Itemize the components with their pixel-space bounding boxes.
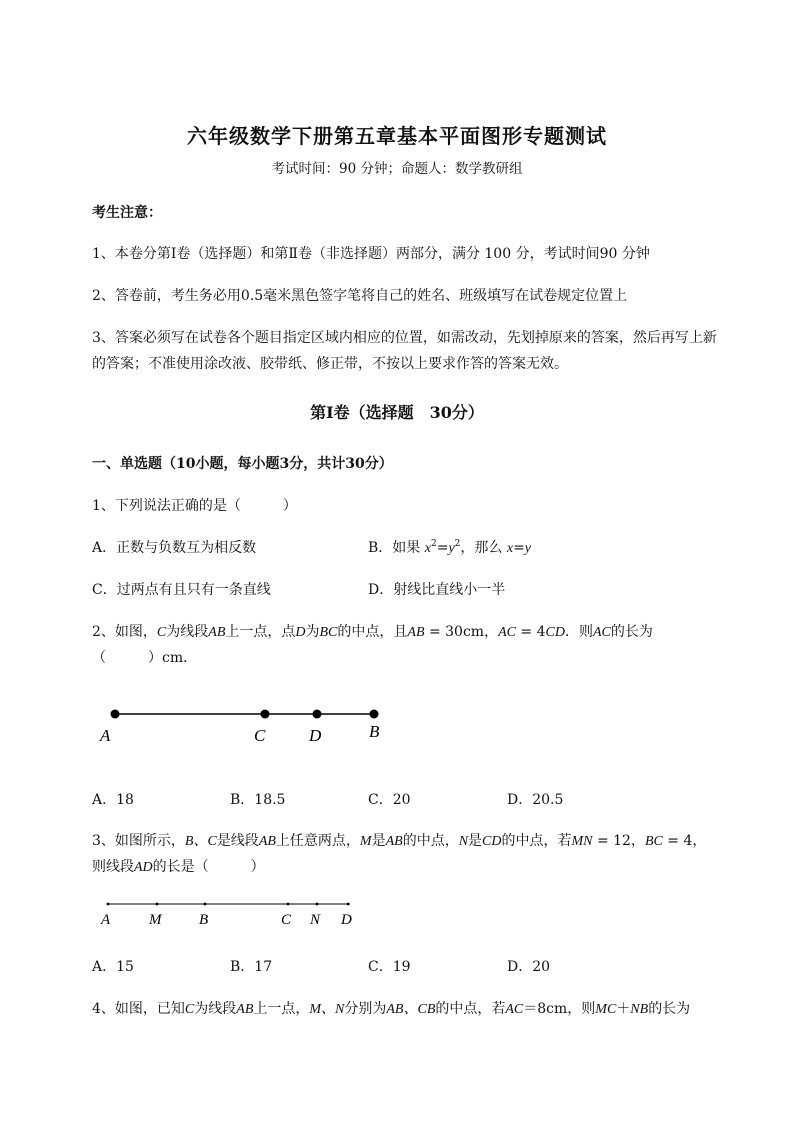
exam-subtitle: 考试时间：90 分钟；命题人：数学教研组 (271, 161, 523, 177)
q3-option-d: D．20 (507, 959, 551, 975)
q3-option-c: C．19 (368, 959, 411, 975)
notes-heading: 考生注意： (92, 205, 162, 221)
page-title: 六年级数学下册第五章基本平面图形专题测试 (187, 124, 607, 148)
q1-option-b: B．如果 $x^2=y^2$，那么 x=y (368, 539, 532, 556)
q2-stem: 2、如图，C为线段AB上一点，点D为BC的中点，且AB = 30cm，AC = 4CD．则AC的长为 (92, 624, 653, 640)
q3-point-a (107, 903, 110, 906)
note-3-line-1: 3、答案必须写在试卷各个题目指定区域内相应的位置，如需改动，先划掉原来的答案，然后再写上新 (92, 330, 717, 346)
q3-option-a: A．15 (92, 959, 134, 975)
q3-label-d: D (341, 912, 352, 928)
q3-point-n (316, 903, 319, 906)
part-heading: 一、单选题（10小题，每小题3分，共计30分） (92, 456, 393, 472)
q3-stem-line-2: 则线段AD的长是（ ） (92, 859, 265, 875)
q2-point-a (111, 710, 120, 719)
note-3-line-2: 的答案；不准使用涂改液、胶带纸、修正带，不按以上要求作答的答案无效。 (92, 356, 568, 372)
q3-label-b: B (199, 912, 209, 928)
q2-option-d: D．20.5 (507, 792, 564, 808)
q3-label-n: N (310, 912, 321, 928)
q2-label-b: B (369, 722, 380, 741)
q1-option-a: A．正数与负数互为相反数 (92, 540, 257, 556)
q3-point-d (347, 903, 350, 906)
q3-point-b (204, 903, 207, 906)
q3-option-b: B．17 (230, 959, 273, 975)
q3-label-a: A (101, 912, 111, 928)
q3-label-m: M (149, 912, 162, 928)
q3-point-m (156, 903, 159, 906)
q2-point-c (261, 710, 270, 719)
q1-option-c: C．过两点有且只有一条直线 (92, 582, 271, 598)
q2-option-b: B．18.5 (230, 792, 286, 808)
q1-stem: 1、下列说法正确的是（ ） (92, 498, 297, 514)
q2-point-b (370, 710, 379, 719)
q2-label-c: C (254, 726, 266, 745)
q3-point-c (287, 903, 290, 906)
note-2: 2、答卷前，考生务必用0.5毫米黑色签字笔将自己的姓名、班级填写在试卷规定位置上 (92, 288, 628, 304)
q2-point-d (313, 710, 322, 719)
q4-stem: 4、如图，已知C为线段AB上一点，M、N分别为AB、CB的中点，若AC＝8cm，则MC＋NB的长为 (92, 1001, 691, 1017)
q2-option-a: A．18 (92, 792, 134, 808)
q3-label-c: C (281, 912, 292, 928)
q3-stem: 3、如图所示，B、C是线段AB上任意两点，M是AB的中点，N是CD的中点，若MN = 12，BC = 4， (92, 833, 707, 849)
q2-option-c: C．20 (368, 792, 411, 808)
q2-label-d: D (309, 726, 322, 745)
q2-stem-line-2: （ ）cm． (92, 650, 198, 666)
q1-option-d: D．射线比直线小一半 (368, 582, 506, 598)
section-title: 第Ⅰ卷（选择题 30分） (310, 403, 484, 422)
q2-label-a: A (100, 726, 111, 745)
note-1: 1、本卷分第Ⅰ卷（选择题）和第Ⅱ卷（非选择题）两部分，满分 100 分，考试时间90 分钟 (92, 246, 650, 262)
